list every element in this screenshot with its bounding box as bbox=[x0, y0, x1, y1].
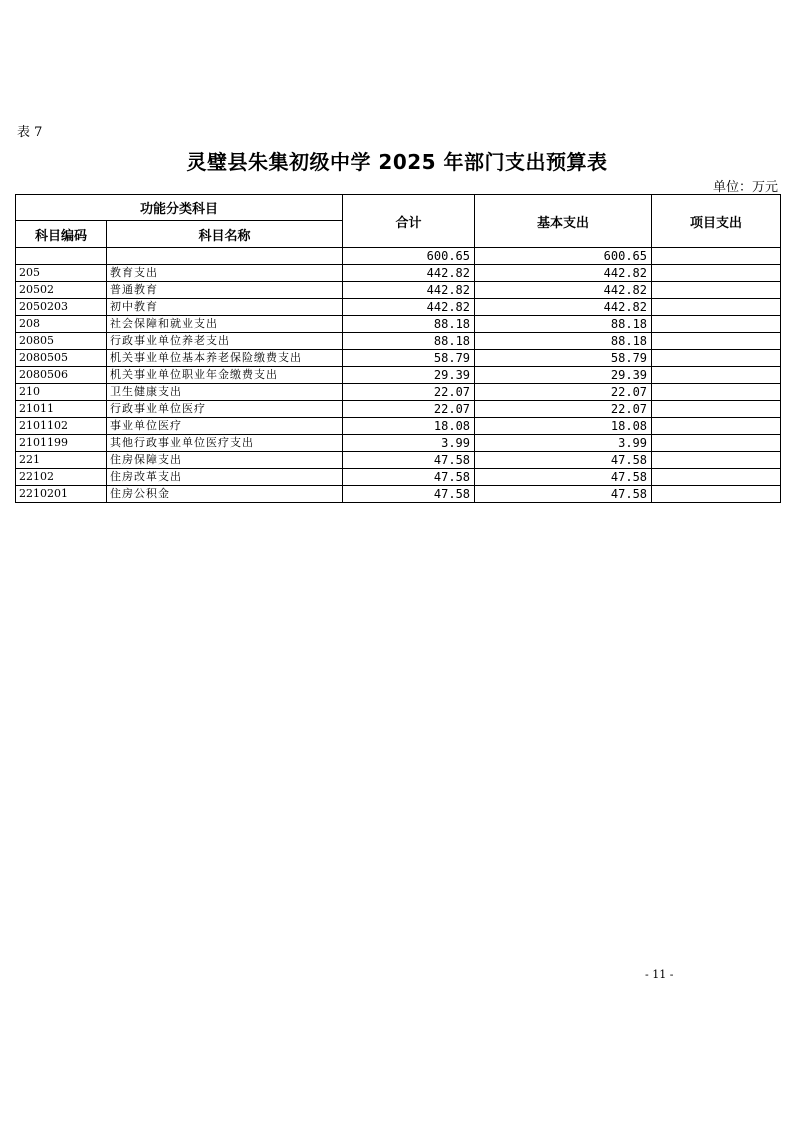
subject-name-cell bbox=[107, 248, 343, 265]
page-title: 灵璧县朱集初级中学 2025 年部门支出预算表 bbox=[186, 150, 608, 174]
table-row bbox=[16, 299, 781, 316]
table-row bbox=[16, 452, 781, 469]
basic-expenditure-cell: 600.65 bbox=[475, 248, 652, 265]
basic-expenditure-header: 基本支出 bbox=[475, 195, 652, 248]
subject-name-cell: 行政事业单位医疗 bbox=[107, 401, 343, 418]
subject-name-header: 科目名称 bbox=[107, 221, 343, 248]
subject-name-cell: 普通教育 bbox=[107, 282, 343, 299]
table-row bbox=[16, 282, 781, 299]
subject-code-cell: 205 bbox=[16, 265, 107, 282]
table-row bbox=[16, 435, 781, 452]
table-row bbox=[16, 350, 781, 367]
subject-code-cell: 2050203 bbox=[16, 299, 107, 316]
subject-code-cell bbox=[16, 248, 107, 265]
basic-expenditure-cell: 58.79 bbox=[475, 350, 652, 367]
basic-expenditure-cell: 442.82 bbox=[475, 265, 652, 282]
basic-expenditure-cell: 88.18 bbox=[475, 316, 652, 333]
project-expenditure-cell bbox=[652, 316, 781, 333]
total-cell: 88.18 bbox=[343, 333, 475, 350]
project-expenditure-cell bbox=[652, 333, 781, 350]
project-expenditure-cell bbox=[652, 401, 781, 418]
project-expenditure-header: 项目支出 bbox=[652, 195, 781, 248]
subject-code-cell: 20502 bbox=[16, 282, 107, 299]
total-cell: 22.07 bbox=[343, 384, 475, 401]
subject-code-cell: 221 bbox=[16, 452, 107, 469]
project-expenditure-cell bbox=[652, 435, 781, 452]
basic-expenditure-cell: 88.18 bbox=[475, 333, 652, 350]
table-row bbox=[16, 367, 781, 384]
subject-name-cell: 机关事业单位基本养老保险缴费支出 bbox=[107, 350, 343, 367]
basic-expenditure-cell: 47.58 bbox=[475, 486, 652, 503]
subject-code-cell: 22102 bbox=[16, 469, 107, 486]
table-row bbox=[16, 469, 781, 486]
subject-name-cell: 行政事业单位养老支出 bbox=[107, 333, 343, 350]
basic-expenditure-cell: 29.39 bbox=[475, 367, 652, 384]
subject-code-cell: 208 bbox=[16, 316, 107, 333]
subject-name-cell: 事业单位医疗 bbox=[107, 418, 343, 435]
total-cell: 22.07 bbox=[343, 401, 475, 418]
total-cell: 600.65 bbox=[343, 248, 475, 265]
budget-table bbox=[15, 194, 781, 503]
total-cell: 88.18 bbox=[343, 316, 475, 333]
subject-code-cell: 2080505 bbox=[16, 350, 107, 367]
table-row bbox=[16, 248, 781, 265]
subject-name-cell: 住房保障支出 bbox=[107, 452, 343, 469]
project-expenditure-cell bbox=[652, 265, 781, 282]
subject-code-cell: 2101102 bbox=[16, 418, 107, 435]
subject-code-cell: 21011 bbox=[16, 401, 107, 418]
total-cell: 442.82 bbox=[343, 282, 475, 299]
subject-code-cell: 20805 bbox=[16, 333, 107, 350]
subject-name-cell: 教育支出 bbox=[107, 265, 343, 282]
subject-name-cell: 机关事业单位职业年金缴费支出 bbox=[107, 367, 343, 384]
subject-code-cell: 2210201 bbox=[16, 486, 107, 503]
subject-code-cell: 2080506 bbox=[16, 367, 107, 384]
total-cell: 18.08 bbox=[343, 418, 475, 435]
project-expenditure-cell bbox=[652, 367, 781, 384]
basic-expenditure-cell: 47.58 bbox=[475, 469, 652, 486]
total-cell: 47.58 bbox=[343, 469, 475, 486]
total-cell: 47.58 bbox=[343, 452, 475, 469]
total-cell: 3.99 bbox=[343, 435, 475, 452]
subject-name-cell: 住房公积金 bbox=[107, 486, 343, 503]
total-cell: 58.79 bbox=[343, 350, 475, 367]
project-expenditure-cell bbox=[652, 469, 781, 486]
table-body bbox=[16, 248, 781, 503]
basic-expenditure-cell: 442.82 bbox=[475, 299, 652, 316]
subject-name-cell: 初中教育 bbox=[107, 299, 343, 316]
table-row bbox=[16, 384, 781, 401]
table-label: 表 7 bbox=[17, 125, 43, 140]
page-number: - 11 - bbox=[645, 968, 674, 981]
subject-name-cell: 其他行政事业单位医疗支出 bbox=[107, 435, 343, 452]
subject-code-cell: 210 bbox=[16, 384, 107, 401]
basic-expenditure-cell: 47.58 bbox=[475, 452, 652, 469]
basic-expenditure-cell: 22.07 bbox=[475, 401, 652, 418]
total-cell: 47.58 bbox=[343, 486, 475, 503]
subject-code-header: 科目编码 bbox=[16, 221, 107, 248]
table-row bbox=[16, 418, 781, 435]
total-cell: 442.82 bbox=[343, 299, 475, 316]
project-expenditure-cell bbox=[652, 418, 781, 435]
basic-expenditure-cell: 18.08 bbox=[475, 418, 652, 435]
subject-code-cell: 2101199 bbox=[16, 435, 107, 452]
project-expenditure-cell bbox=[652, 486, 781, 503]
project-expenditure-cell bbox=[652, 452, 781, 469]
unit-label: 单位：万元 bbox=[712, 180, 778, 195]
table-row bbox=[16, 486, 781, 503]
table-row bbox=[16, 265, 781, 282]
basic-expenditure-cell: 442.82 bbox=[475, 282, 652, 299]
table-row bbox=[16, 401, 781, 418]
total-header: 合计 bbox=[343, 195, 475, 248]
project-expenditure-cell bbox=[652, 384, 781, 401]
subject-name-cell: 社会保障和就业支出 bbox=[107, 316, 343, 333]
functional-category-header: 功能分类科目 bbox=[16, 195, 343, 221]
project-expenditure-cell bbox=[652, 299, 781, 316]
total-cell: 29.39 bbox=[343, 367, 475, 384]
project-expenditure-cell bbox=[652, 248, 781, 265]
project-expenditure-cell bbox=[652, 282, 781, 299]
basic-expenditure-cell: 22.07 bbox=[475, 384, 652, 401]
project-expenditure-cell bbox=[652, 350, 781, 367]
subject-name-cell: 住房改革支出 bbox=[107, 469, 343, 486]
total-cell: 442.82 bbox=[343, 265, 475, 282]
basic-expenditure-cell: 3.99 bbox=[475, 435, 652, 452]
table-row bbox=[16, 316, 781, 333]
table-row bbox=[16, 333, 781, 350]
subject-name-cell: 卫生健康支出 bbox=[107, 384, 343, 401]
